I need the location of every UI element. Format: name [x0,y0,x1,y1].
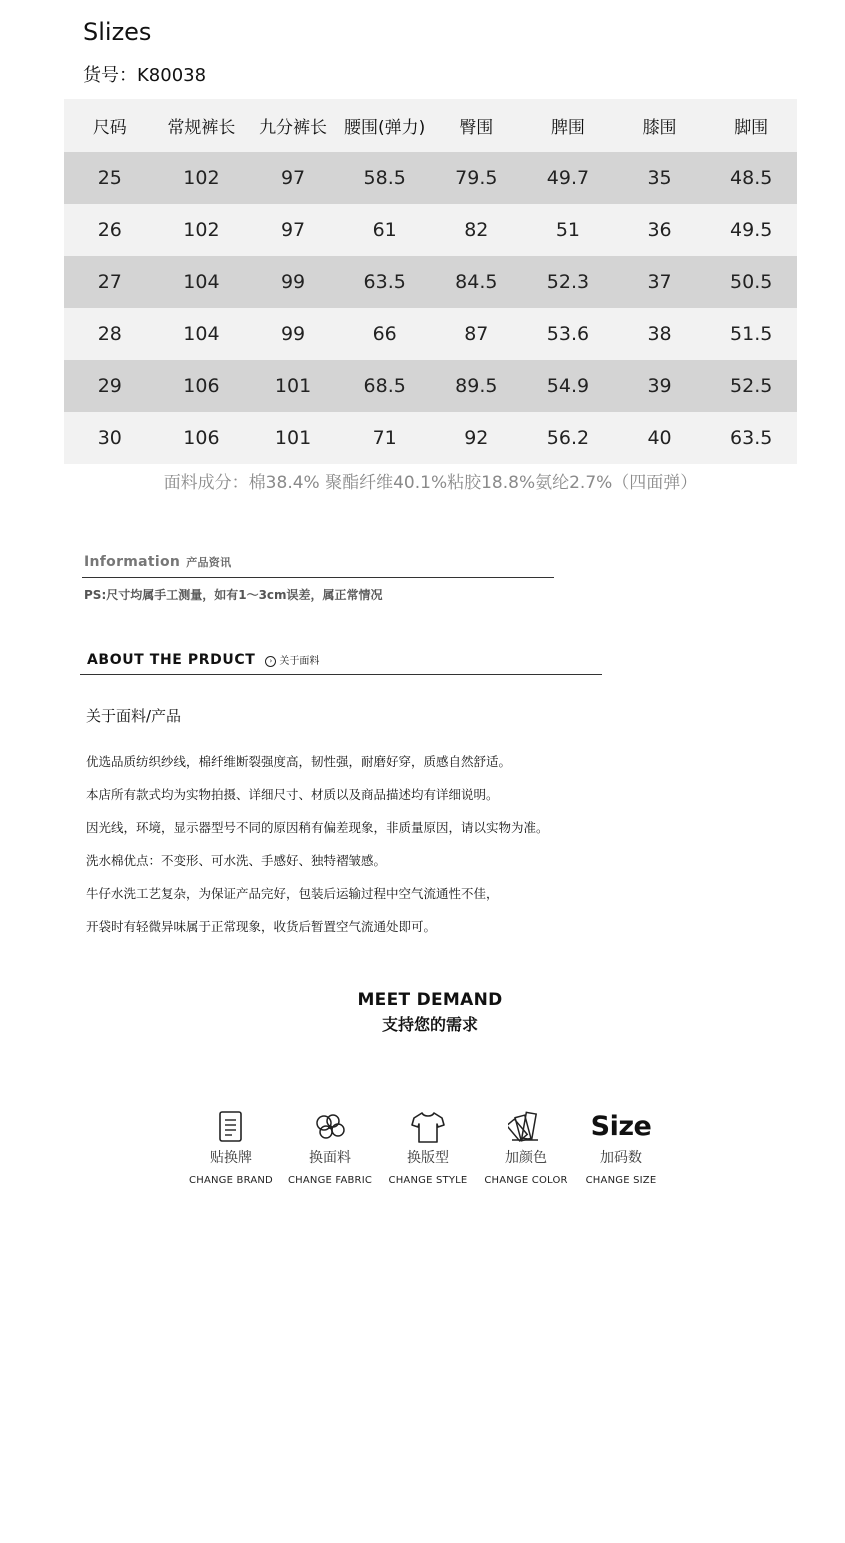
table-row [64,412,797,464]
table-cell: 71 [372,427,397,449]
table-cell: 84.5 [455,271,498,293]
tshirt-icon [410,1110,446,1144]
about-heading [87,650,319,672]
table-cell: 38 [647,323,672,345]
size-icon: Size [590,1111,652,1142]
table-cell: 63.5 [730,427,773,449]
table-cell: 79.5 [455,167,498,189]
table-cell: 56.2 [546,427,590,449]
information-heading [84,552,231,573]
table-cell: 52.3 [546,271,590,293]
table-cell: 89.5 [455,375,498,397]
table-cell: 102 [183,219,220,241]
feature-change-fabric [280,1108,380,1188]
product-sku: 货号：K80038 [83,65,207,86]
feature-label-en: CHANGE FABRIC [287,1175,373,1186]
table-cell: 35 [647,167,672,189]
about-heading-en: ABOUT THE PRDUCT [87,652,256,668]
table-cell: 49.7 [546,167,590,189]
table-cell: 82 [464,219,489,241]
table-row [64,152,797,204]
product-description [86,752,549,950]
table-cell: 50.5 [730,271,773,293]
table-cell: 37 [647,271,672,293]
table-cell: 52.5 [730,375,773,397]
table-row [64,256,797,308]
table-cell: 51 [555,219,581,241]
table-cell: 36 [647,219,672,241]
table-cell: 92 [464,427,489,449]
column-header: 膝围 [642,118,677,138]
measurement-note: PS:尺寸均属手工测量，如有1～3cm误差，属正常情况 [84,588,383,602]
table-cell: 30 [97,427,122,449]
feature-change-color [476,1108,576,1188]
table-row [64,204,797,256]
column-header: 臀围 [459,118,494,138]
page-title: Slizes [83,18,152,46]
table-cell: 39 [647,375,672,397]
table-cell: 97 [280,167,306,189]
table-cell: 26 [97,219,122,241]
table-cell: 51.5 [730,323,773,345]
feature-label-en: CHANGE BRAND [189,1175,273,1186]
table-cell: 63.5 [363,271,406,293]
table-cell: 101 [274,375,312,397]
about-divider [80,674,602,675]
table-cell: 58.5 [363,167,406,189]
table-cell: 53.6 [546,323,590,345]
table-cell: 102 [183,167,220,189]
table-cell: 101 [274,427,312,449]
information-heading-en: Information [84,554,181,570]
table-cell: 29 [97,375,122,397]
feature-label-cn: 换面料 [309,1150,351,1166]
color-swatch-icon [508,1110,544,1144]
table-cell: 104 [183,271,220,293]
column-header: 脾围 [550,118,585,138]
table-cell: 54.9 [546,375,590,397]
feature-label-cn: 加码数 [600,1150,642,1166]
description-line: 开袋时有轻微异味属于正常现象，收货后暂置空气流通处即可。 [86,919,437,934]
brand-tag-icon [216,1110,246,1144]
feature-change-brand [181,1108,281,1188]
feature-label-en: CHANGE STYLE [388,1175,468,1186]
fabric-icon [311,1110,349,1144]
information-heading-cn: 产品资讯 [186,556,232,569]
column-header: 腰围(弹力) [344,118,426,138]
size-table [64,99,797,464]
table-cell: 106 [183,375,220,397]
table-cell: 99 [280,323,306,345]
table-cell: 28 [97,323,122,345]
feature-label-cn: 换版型 [407,1150,449,1166]
description-line: 因光线，环境，显示器型号不同的原因稍有偏差现象，非质量原因，请以实物为准。 [86,820,549,835]
description-line: 本店所有款式均为实物拍摄、详细尺寸、材质以及商品描述均有详细说明。 [86,787,499,802]
description-line: 洗水棉优点：不变形、可水洗、手感好、独特褶皱感。 [86,853,387,868]
table-cell: 97 [280,219,306,241]
table-cell: 27 [97,271,122,293]
table-row [64,360,797,412]
feature-label-en: CHANGE COLOR [484,1175,568,1186]
table-cell: 87 [464,323,489,345]
chevron-circle-icon: › [265,656,276,667]
about-subtitle: 关于面料/产品 [86,707,182,725]
feature-change-size [571,1108,671,1188]
feature-label-cn: 加颜色 [505,1150,547,1166]
feature-change-style [378,1108,478,1188]
table-cell: 48.5 [730,167,773,189]
column-header: 尺码 [92,118,127,138]
meet-demand-title: MEET DEMAND [357,990,503,1010]
table-row [64,308,797,360]
fabric-composition: 面料成分：棉38.4% 聚酯纤维40.1%粘胶18.8%氨纶2.7%（四面弹） [163,473,698,493]
table-cell: 61 [372,219,397,241]
table-cell: 99 [280,271,306,293]
about-heading-cn: 关于面料 [279,656,320,667]
feature-label-en: CHANGE SIZE [585,1175,657,1186]
description-line: 牛仔水洗工艺复杂，为保证产品完好，包装后运输过程中空气流通性不佳， [86,886,499,901]
feature-label-cn: 贴换牌 [210,1150,252,1166]
column-header: 脚围 [734,118,769,138]
column-header: 常规裤长 [167,118,236,138]
information-divider [82,577,554,578]
table-header-row [64,99,797,152]
table-cell: 66 [372,323,397,345]
description-line: 优选品质纺织纱线，棉纤维断裂强度高，韧性强，耐磨好穿，质感自然舒适。 [86,754,512,769]
meet-demand-subtitle: 支持您的需求 [381,1015,478,1034]
column-header: 九分裤长 [259,118,328,138]
table-cell: 25 [97,167,122,189]
table-cell: 40 [647,427,672,449]
table-cell: 106 [183,427,220,449]
table-cell: 68.5 [363,375,406,397]
table-cell: 104 [183,323,220,345]
table-cell: 49.5 [730,219,773,241]
